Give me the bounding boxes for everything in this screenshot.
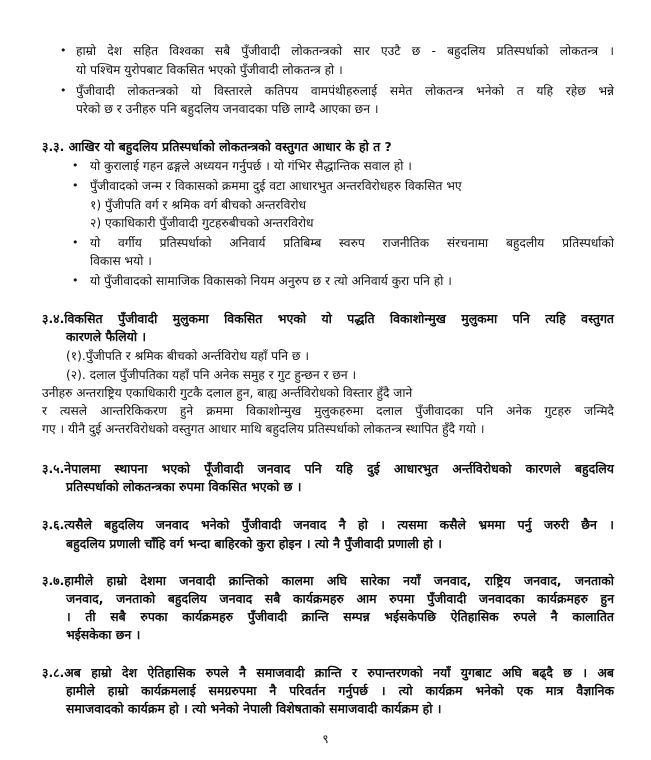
section-3-3-sub-item-2: २) एकाधिकारी पुँजीवादी गुटहरुबीचको अन्तरविरोध — [90, 216, 314, 230]
section-3-3-heading: ३.३. आखिर यो बहुदलिय प्रतिस्पर्धाको लोकतन्त्रको वस्तुगत आधार के हो त ? — [42, 139, 392, 154]
bullet-marker: • — [72, 274, 79, 287]
section-3-3-sub-item-1: १) पुँजीपति वर्ग र श्रमिक वर्ग बीचको अन्तरविरोध — [90, 198, 306, 212]
section-3-5-line-1: ३.५.नेपालमा स्थापना भएको पूँजीवादी जनवाद पनि यहि दुई आधारभुत अर्न्तविरोधको कारणले बहुदलिय — [42, 461, 614, 476]
section-3-4-item-1: (१).पुँजीपति र श्रमिक बीचको अर्न्तविरोध यहाँ पनि छ । — [66, 349, 309, 363]
section-3-4-para-line-1: उनीहरु अन्तराष्ट्रिय एकाधिकारी गुटकै दलाल हुन, बाह्य अर्न्तविरोधको विस्तार हुँदै जाने — [42, 386, 413, 400]
section-3-6-line-1: ३.६.त्यसैले बहुदलिय जनवाद भनेको पुँजीवादी जनवाद नै हो । त्यसमा कसैले भ्रममा पर्नु जरुरी छैन । — [42, 517, 614, 532]
intro-bullet-1-line-1: हाम्रो देश सहित विश्वका सबै पुँजीवादी लोकतन्त्रको सार एउटै छ - बहुदलिय प्रतिस्पर्धाको लोकतन्त्र । — [76, 44, 614, 58]
section-3-3-bullet-3-line-2: विकास भयो । — [90, 254, 152, 268]
section-3-7-line-1: ३.७.हामीले हाम्रो देशमा जनवादी क्रान्तिको कालमा अघि सारेका नयाँ जनवाद, राष्ट्रिय जनवाद, जनताको — [42, 573, 614, 588]
section-3-6-line-2: बहुदलिय प्रणाली चाँहि वर्ग भन्दा बाहिरको कुरा होइन । त्यो नै पुँजीवादी प्रणाली हो । — [66, 536, 442, 551]
intro-bullet-2-line-2: परेको छ र उनीहरु पनि बहुदलिय जनवादका पछि लाग्दै आएका छन । — [76, 102, 379, 116]
section-3-3-bullet-4: यो पुँजीवादको सामाजिक विकासको नियम अनुरुप छ र त्यो अनिवार्य कुरा पनि हो । — [90, 274, 452, 288]
bullet-marker: • — [72, 159, 79, 172]
section-3-4-item-2: (२). दलाल पुँजीपतिका यहाँ पनि अनेक समुह र गुट हुन्छन र छन । — [66, 368, 357, 382]
section-3-4-heading-line-2: कारणले फैलियो । — [66, 329, 147, 344]
section-3-4-para-line-3: गए । यीनै दुई अन्तरविरोधको वस्तुगत आधार माथि बहुदलिय प्रतिस्पर्धाको लोकतन्त्र स्थापित हुँदै गयो । — [42, 422, 485, 436]
section-3-4-para-line-2: र त्यसले आन्तरिकिकरण हुने क्रममा विकाशोन्मुख मुलुकहरुमा दलाल पुँजीवादका पनि अनेक गुटहरु जन्मिदै — [42, 404, 614, 418]
section-3-3-bullet-2: पुँजीवादको जन्म र विकासको क्रममा दुई वटा आधारभुत अन्तरविरोधहरु विकसित भए — [90, 179, 462, 193]
section-3-7-line-3: । ती सबै रुपका कार्यक्रमहरु पुँजीवादी क्रान्ति सम्पन्न भईसकेपछि ऐतिहासिक रुपले नै कालातित — [66, 609, 614, 624]
bullet-marker: • — [72, 236, 79, 249]
section-3-4-heading-line-1: ३.४.विकसित पुँजीवादी मुलुकमा विकसित भएको यो पद्धति विकाशोन्मुख मुलुकमा पनि त्यहि वस्तुगत — [42, 311, 614, 326]
section-3-8-line-3: समाजवादको कार्यक्रम हो । त्यो भनेको नेपाली विशेषताको समाजवादी कार्यक्रम हो । — [66, 701, 442, 716]
section-3-8-line-2: हामीले हाम्रो कार्यक्रमलाई समग्ररुपमा नै परिवर्तन गर्नुपर्छ । त्यो कार्यक्रम भनेको एक मात्र वैज्ञानिक — [66, 683, 614, 698]
page-number: ९ — [322, 732, 329, 746]
bullet-marker: • — [72, 179, 79, 192]
bullet-marker: • — [60, 44, 67, 57]
section-3-7-line-2: जनवाद, जनताको बहुदलिय जनवाद सबै कार्यक्रमहरु आम रुपमा पुँजीवादी जनवादका कार्यक्रमहरु हुन — [66, 591, 614, 606]
section-3-3-bullet-1: यो कुरालाई गहन ढङ्गले अध्ययन गर्नुपर्छ । यो गंभिर सैद्धान्तिक सवाल हो । — [90, 159, 412, 173]
intro-bullet-1-line-2: यो पश्चिम युरोपबाट विकसित भएको पुँजीवादी लोकतन्त्र हो । — [76, 63, 343, 77]
section-3-8-line-1: ३.८.अब हाम्रो देश ऐतिहासिक रुपले नै समाजवादी क्रान्ति र रुपान्तरणको नयाँ युगबाट अघि बढ्दै छ । अब — [42, 665, 614, 680]
section-3-7-line-4: भईसकेका छन । — [66, 627, 141, 642]
intro-bullet-2-line-1: पुँजीवादी लोकतन्त्रको यो विस्तारले कतिपय वामपंथीहरुलाई समेत लोकतन्त्र भनेको त यहि रहेछ भन्ने — [76, 84, 614, 98]
section-3-5-line-2: प्रतिस्पर्धाको लोकतन्त्रका रुपमा विकसित भएको छ । — [66, 479, 302, 494]
section-3-3-bullet-3-line-1: यो वर्गीय प्रतिस्पर्धाको अनिवार्य प्रतिबिम्ब स्वरुप राजनीतिक संरचनामा बहुदलीय प्रतिस्पर्धाको — [90, 236, 614, 250]
bullet-marker: • — [60, 84, 67, 97]
